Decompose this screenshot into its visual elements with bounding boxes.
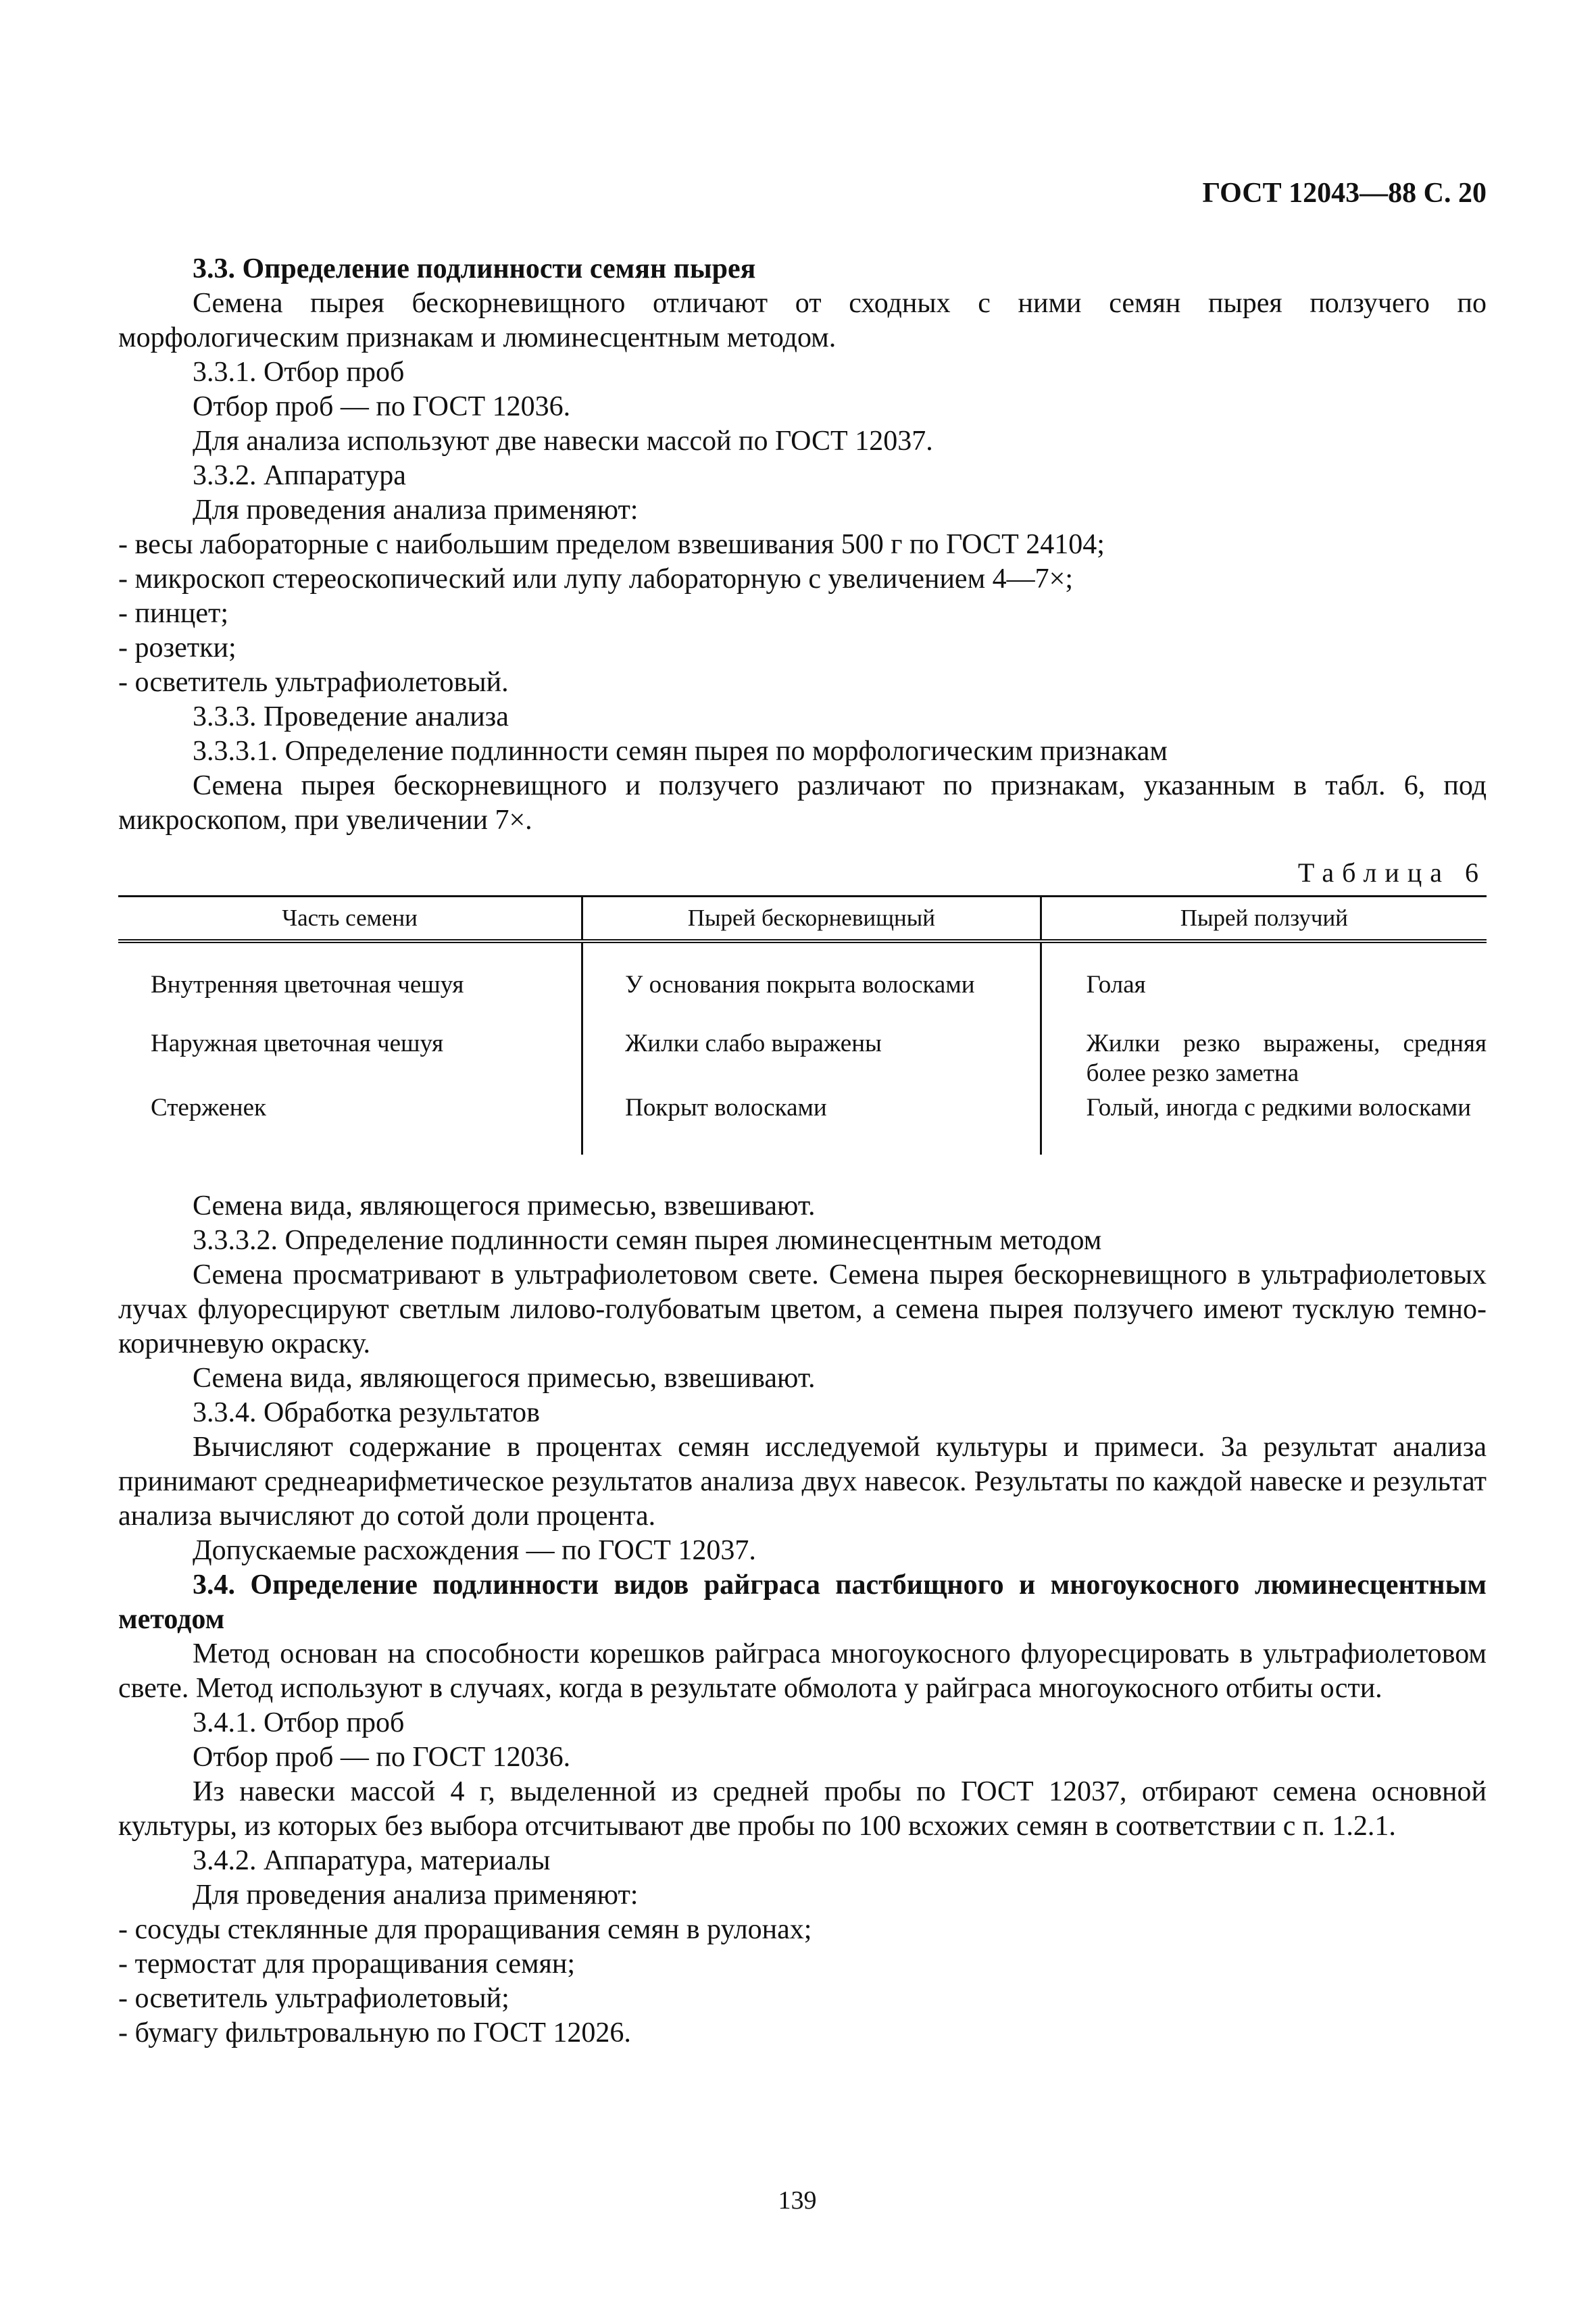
list-item: - розетки; [118, 632, 236, 663]
paragraph-line: Отбор проб — по ГОСТ 12036. [193, 391, 571, 422]
paragraph-line: Для анализа используют две навески массой по ГОСТ 12037. [193, 426, 933, 457]
section-heading: 3.3. Определение подлинности семян пырея [193, 253, 756, 284]
section-heading: 3.4. Определение подлинности видов райграса пастбищного и многоукосного люминесцентным методом [118, 1569, 1487, 1635]
paragraph: Семена пырея бескорневищного отличают от сходных с ними семян пырея ползучего по морфологическим признакам и люминесцентным методом. [118, 288, 1487, 353]
paragraph-line: Семена вида, являющегося примесью, взвешивают. [193, 1363, 816, 1394]
table-cell: Жилки слабо выражены [582, 1006, 1041, 1089]
table-caption: Таблица 6 [1297, 857, 1487, 888]
table-header-cell: Пырей бескорневищный [582, 897, 1041, 942]
paragraph-line: 3.3.4. Обработка результатов [193, 1397, 541, 1428]
table-cell: Жилки резко выражены, средняя более резко заметна [1041, 1006, 1487, 1089]
list-item: - сосуды стеклянные для проращивания семян в рулонах; [118, 1914, 812, 1945]
table-row [118, 1006, 1487, 1089]
paragraph: Семена пырея бескорневищного и ползучего различают по признакам, указанным в табл. 6, под микроскопом, при увеличении 7×. [118, 770, 1487, 836]
table-row [118, 941, 1487, 1006]
paragraph: Из навески массой 4 г, выделенной из средней пробы по ГОСТ 12037, отбирают семена основной культуры, из которых без выбора отсчитывают две пробы по 100 всхожих семян в соответствии с п. 1.2.1. [118, 1776, 1487, 1842]
table-header-row [118, 897, 1487, 942]
paragraph-line: 3.3.3. Проведение анализа [193, 701, 509, 732]
table-cell: Покрыт волосками [582, 1089, 1041, 1155]
paragraph-line: 3.3.3.1. Определение подлинности семян пырея по морфологическим признакам [193, 736, 1168, 767]
paragraph-line: 3.3.1. Отбор проб [193, 357, 405, 388]
table-cell: Голая [1041, 941, 1487, 1006]
list-item: - микроскоп стереоскопический или лупу лабораторную с увеличением 4—7×; [118, 563, 1074, 595]
list-item: - пинцет; [118, 598, 229, 629]
paragraph-line: Семена вида, являющегося примесью, взвешивают. [193, 1190, 816, 1222]
text-block-upper [118, 252, 1487, 838]
paragraph-line: Допускаемые расхождения — по ГОСТ 12037. [193, 1535, 756, 1566]
list-item: - весы лабораторные с наибольшим пределом взвешивания 500 г по ГОСТ 24104; [118, 529, 1105, 560]
paragraph-line: 3.3.3.2. Определение подлинности семян пырея люминесцентным методом [193, 1225, 1102, 1256]
page-number: 139 [778, 2186, 817, 2215]
table-header-cell: Часть семени [118, 897, 582, 942]
table-header-cell: Пырей ползучий [1041, 897, 1487, 942]
paragraph: Вычисляют содержание в процентах семян исследуемой культуры и примеси. За результат анализа принимают среднеарифметическое результатов анализа двух навесок. Результаты по каждой навеске и результат анализа вычисляют до сотой доли процента. [118, 1432, 1487, 1532]
paragraph-line: 3.4.1. Отбор проб [193, 1707, 405, 1738]
list-item: - термостат для проращивания семян; [118, 1948, 575, 1980]
list-item: - осветитель ультрафиолетовый; [118, 1983, 509, 2014]
paragraph-line: Для проведения анализа применяют: [193, 1880, 639, 1911]
paragraph: Метод основан на способности корешков райграса многоукосного флуоресцировать в ультрафиолетовом свете. Метод используют в случаях, когда в результате обмолота у райграса многоукосного отбиты ости. [118, 1638, 1487, 1704]
paragraph: Семена просматривают в ультрафиолетовом свете. Семена пырея бескорневищного в ультрафиолетовых лучах флуоресцируют светлым лилово-голубоватым цветом, а семена пырея ползучего имеют тусклую темно-коричневую окраску. [118, 1259, 1487, 1359]
text-block-lower [118, 1189, 1487, 2051]
paragraph-line: Отбор проб — по ГОСТ 12036. [193, 1742, 571, 1773]
paragraph-line: 3.4.2. Аппаратура, материалы [193, 1845, 551, 1876]
paragraph-line: 3.3.2. Аппаратура [193, 460, 406, 491]
table-cell: Внутренняя цветочная чешуя [151, 971, 464, 999]
table-cell: Стерженек [151, 1094, 266, 1122]
table-cell: Наружная цветочная чешуя [151, 1030, 444, 1057]
table-row [118, 1089, 1487, 1155]
table-6 [118, 895, 1487, 1155]
list-item: - осветитель ультрафиолетовый. [118, 667, 509, 698]
list-item: - бумагу фильтровальную по ГОСТ 12026. [118, 2017, 631, 2048]
page-header: ГОСТ 12043—88 С. 20 [1202, 178, 1487, 209]
table-cell: У основания покрыта волосками [582, 941, 1041, 1006]
paragraph-line: Для проведения анализа применяют: [193, 495, 639, 526]
table-cell: Голый, иногда с редкими волосками [1041, 1089, 1487, 1155]
